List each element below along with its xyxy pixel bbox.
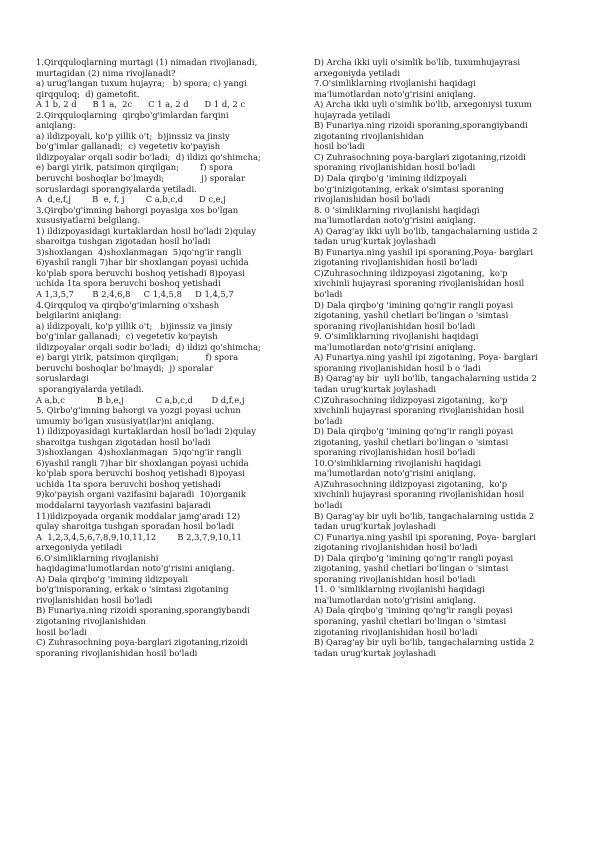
text-line: sporaning rivojlanishidan hosil bo'ladi (36, 647, 198, 658)
text-line: A a,b,c B b,e,j C a,b,c,d D d,f,e,j (36, 394, 245, 405)
text-line: soruslardagi sporangiyalarda yetiladi. (36, 183, 197, 194)
text-line: 9)ko'payish organi vazifasini bajaradi 10)organik (36, 489, 246, 500)
text-line: 3.Qirqbo'g'imning bahorgi poyasiga xos bo'lgan (36, 204, 239, 215)
right-text-column (314, 57, 578, 658)
text-line: 6)yashil rangli 7)har bir shoxlangan poyasi uchida (36, 257, 249, 268)
text-line: moddalarni tayyorlash vazifasini bajaradi (36, 499, 211, 510)
text-line: hujayrada yetiladi (314, 109, 391, 120)
text-line: tadan urug'kurtak joylashadi (314, 521, 437, 532)
text-line: B) Qarag'ay bir uyli bo'lib, tangachalarning ustida 2 (314, 637, 535, 648)
left-text-column (36, 57, 304, 658)
text-line: rivojlanishidan hosil bo'ladi (36, 594, 153, 605)
text-line: B) Qarag'ay bir uyli bo'lib, tangachalarning ustida 2 (314, 510, 535, 521)
text-line: A 1,3,5,7 B 2,4,6,8 C 1,4,5,8 D 1,4,5,7 (36, 289, 234, 300)
text-line: ko'plab spora beruvchi boshoq yetishadi 8)poyasi (36, 267, 245, 278)
text-line: 8. 0 'simliklarning rivojlanishi haqidagi (314, 204, 480, 215)
text-line: bo'ladi (314, 289, 343, 300)
text-line: uchida 1ta spora beruvchi boshoq yetishadi (36, 478, 221, 489)
text-line: 11. 0 'simliklarning rivojlanishi haqidagi (314, 584, 485, 595)
text-line: haqidagima'lumotlardan noto'g'risini aniqlang. (36, 563, 235, 574)
text-line: B) Qarag'ay bir uyli bo'lib, tangachalarning ustida 2 (314, 373, 537, 384)
text-line: ildizpoyalar orqali sodir bo'ladi; d) ildizi qo'shimcha; (36, 151, 261, 162)
text-line: 7.O'simliklarning rivojlanishi haqidagi (314, 78, 476, 89)
text-line: xususiyatlarni belgilang. (36, 215, 141, 226)
text-line: zigotaning rivojlanishidan hosil bo'ladi (314, 626, 478, 637)
text-line: tadan urug'kurtak joylashadi (314, 647, 437, 658)
text-line: bo'ladi (314, 415, 343, 426)
text-line: bo'g'inlar gallanadi; c) vegetetiv ko'payish (36, 331, 218, 342)
text-line: ma'lumotlardan noto'g'risini aniqlang. (314, 215, 476, 226)
text-line: A 1,2,3,4,5,6,7,8,9,10,11,12 B 2,3,7,9,10,11 (36, 531, 242, 542)
text-line: arxegoniyda yetiladi (314, 67, 401, 78)
text-line: soruslardagi (36, 373, 89, 384)
text-line: uchida 1ta spora beruvchi boshoq yetishadi (36, 278, 221, 289)
text-line: 3)shoxlangan 4)shoxlanmagan 5)qo'ng'ir rangli (36, 447, 242, 458)
text-line: umumiy bo'lgan xususiyat(lar)ni aniqlang. (36, 415, 215, 426)
text-line: ildizpoyalar orqali sodir bo'ladi; d) ildizi qo'shimcha; (36, 341, 261, 352)
text-line: sporaning rivojlanishidan hosil b o 'ladi (314, 362, 481, 373)
text-line: 6.O'simliklarning rivojlanishi (36, 552, 159, 563)
text-line: beruvchi boshoqlar bo'lmaydi; j) sporalar (36, 362, 214, 373)
text-line: C) Zuhrasochning poya-barglari zigotaning,rizoidi (314, 151, 526, 162)
text-line: A d,e,f,j B e, f, j C a,b,c,d D c,e,j (36, 194, 226, 205)
text-line: A) Dala qirqbo'g 'imining ildizpoyali (36, 573, 188, 584)
text-line: 10.O'simliklarning rivojlanishi haqidagi (314, 457, 482, 468)
text-line: hosil bo'ladi (36, 626, 87, 637)
text-line: e) bargi yirik, patsimon qirqilgan; f) spora (36, 352, 239, 363)
text-line: sharoitga tushgan zigotadan hosil bo'ladi (36, 436, 211, 447)
text-line: C) Zuhrasochning poya-barglari zigotaning,rizoidi (36, 637, 248, 648)
text-line: sporangiyalarda yetiladi. (36, 383, 144, 394)
text-line: D) Archa ikki uyli o'simlik bo'lib, tuxumhujayrasi (314, 57, 520, 67)
text-line: D) Dala qirqbo'g 'imining qo'ng'ir rangli poyasi (314, 552, 514, 563)
text-line: e) bargi yirik, patsimon qirqilgan; f) spora (36, 162, 233, 173)
text-line: belgilarini aniqlang: (36, 310, 122, 321)
text-line: sharoitga tushgan zigotadan hosil bo'ladi (36, 236, 211, 247)
text-line: 5. Qirbo'g'imning bahorgi va yozgi poyasi uchun (36, 405, 241, 416)
text-line: zigotaning, yashil chetlari bo'lingan o 'simtasi (314, 563, 509, 574)
text-line: bo'ladi (314, 499, 343, 510)
text-line: sporaning rivojlanishidan hosil bo'ladi (314, 447, 476, 458)
text-line: ko'plab spora beruvchi boshoq yetishadi 8)poyasi (36, 468, 245, 479)
text-line: xivchinli hujayrasi sporaning rivojlanishidan hosil (314, 405, 525, 416)
text-line: beruvchi boshoqlar bo'lmaydi; j) sporalar (36, 173, 246, 184)
text-line: B) Funariya.ning yashil ipi sporaning,Poya- barglari (314, 246, 534, 257)
text-line: 11)ildizpoyada organik moddalar jamg'aradi 12) (36, 510, 241, 521)
text-line: A 1 b, 2 d B 1 a, 2c C 1 a, 2 d D 1 d, 2 c (36, 99, 246, 110)
text-line: tadan urug'kurtak joylashadi (314, 236, 437, 247)
text-line: zigotaning, yashil chetlari bo'lingan o 'simtasi (314, 436, 509, 447)
text-line: ma'lumotlardan noto'g'risini aniqlang. (314, 88, 476, 99)
text-line: zigotaning rivojlanishidan hosil bo'ladi (314, 257, 478, 268)
text-line: A) Dala qirqbo'g 'imining qo'ng'ir rangli poyasi (314, 605, 513, 616)
text-line: 1) ildizpoyasidagi kurtaklardan hosil bo'ladi 2)qulay (36, 225, 256, 236)
text-line: A)Zuhrasochning ildizpoyasi zigotaning, ko'p (314, 478, 508, 489)
text-line: 1.Qirqquloqlarning murtagi (1) nimadan rivojlanadi, (36, 57, 258, 67)
text-line: A) Funariya.ning yashil ipi zigotaning, Poya- barglari (314, 352, 538, 363)
text-line: a) ildizpoyali, ko'p yillik o't; b)jinssiz va jinsiy (36, 130, 230, 141)
text-line: bo'g'inizigotaning, erkak o'simtasi sporaning (314, 183, 504, 194)
text-line: ma'lumotlardan noto'g'risini aniqlang. (314, 341, 476, 352)
text-line: C)Zuhrasochning ildizpoyasi zigotaning, ko'p (314, 394, 508, 405)
text-line: A) Archa ikki uyli o'simlik bo'lib, arxegoniysi tuxum (314, 99, 532, 110)
text-line: zigotaning, yashil chetlari bo'lingan o 'simtasi (314, 310, 509, 321)
text-line: zigotaning rivojlanishidan (36, 615, 146, 626)
text-line: sporaning rivojlanishidan hosil bo'ladi (314, 162, 476, 173)
text-line: xivchinli hujayrasi sporaning rivojlanishidan hosil (314, 278, 525, 289)
text-line: 1) ildizpoyasidagi kurtaklardan hosil bo'ladi 2)qulay (36, 426, 256, 437)
text-line: qulay sharoitga tushgan sporadan hosil bo'ladi (36, 521, 235, 532)
text-line: ma'lumotlardan noto'g'risini aniqlang. (314, 468, 476, 479)
text-line: D) Dala qirqbo'g 'imining ildizpoyali (314, 173, 467, 184)
text-line: 3)shoxlangan 4)shoxlanmagan 5)qo'ng'ir rangli (36, 246, 242, 257)
text-line: A) Qarag'ay ikki uyli bo'lib, tangachalarning ustida 2 (314, 225, 538, 236)
text-line: 2.Qirqquloqlarning qirqbo'g'imlardan farqini (36, 109, 229, 120)
text-line: bo'g'inisporaning, erkak o 'simtasi zigotaning (36, 584, 229, 595)
text-line: B) Funariya.ning rizoidi sporaning,sporangiybandi (314, 120, 528, 131)
text-line: D) Dala qirqbo'g 'imining qo'ng'ir rangli poyasi (314, 426, 514, 437)
text-line: D) Dala qirqbo'g 'imining qo'ng'ir rangli poyasi (314, 299, 514, 310)
text-line: tadan urug'kurtak joylashadi (314, 383, 437, 394)
text-line: zigotaning rivojlanishidan hosil bo'ladi (314, 542, 478, 553)
text-line: rivojlanishidan hosil bo'ladi (314, 194, 431, 205)
text-line: 4.Qirqquloq va qirqbo'g'imlarning o'xshash (36, 299, 220, 310)
text-line: zigotaning rivojlanishidan (314, 130, 424, 141)
text-line: a) urug'langan tuxum hujayra; b) spora; c) yangi (36, 78, 247, 89)
text-line: hosil bo'ladi (314, 141, 365, 152)
text-line: qirqquloq; d) gametofit. (36, 88, 140, 99)
text-line: a) ildizpoyali, ko'p yillik o't; b)jinssiz va jinsiy (36, 320, 233, 331)
text-line: sporaning, yashil chetlari bo'lingan o 'simtasi (314, 615, 507, 626)
text-line: 6)yashil rangli 7)har bir shoxlangan poyasi uchida (36, 457, 249, 468)
text-line: C) Funariya.ning yashil ipi sporaning, Poya- barglari (314, 531, 536, 542)
text-line: 9. O'simliklarning rivojlanishi haqidagi (314, 331, 479, 342)
text-line: sporaning rivojlanishidan hosil bo'ladi (314, 573, 476, 584)
text-line: B) Funariya.ning rizoidi sporaning,sporangiybandi (36, 605, 250, 616)
text-line: C)Zuhrasochning ildizpoyasi zigotaning, ko'p (314, 267, 508, 278)
text-line: ma'lumotlardan noto'g'risini aniqlang. (314, 594, 476, 605)
text-line: murtagidan (2) nima rivojlanadi? (36, 67, 176, 78)
text-line: xivchinli hujayrasi sporaning rivojlanishidan hosil (314, 489, 525, 500)
text-line: arxegoniyda yetiladi (36, 542, 123, 553)
text-line: bo'g'imlar gallanadi; c) vegetetiv ko'payish (36, 141, 221, 152)
text-line: sporaning rivojlanishidan hosil bo'ladi (314, 320, 476, 331)
text-line: aniqlang: (36, 120, 76, 131)
